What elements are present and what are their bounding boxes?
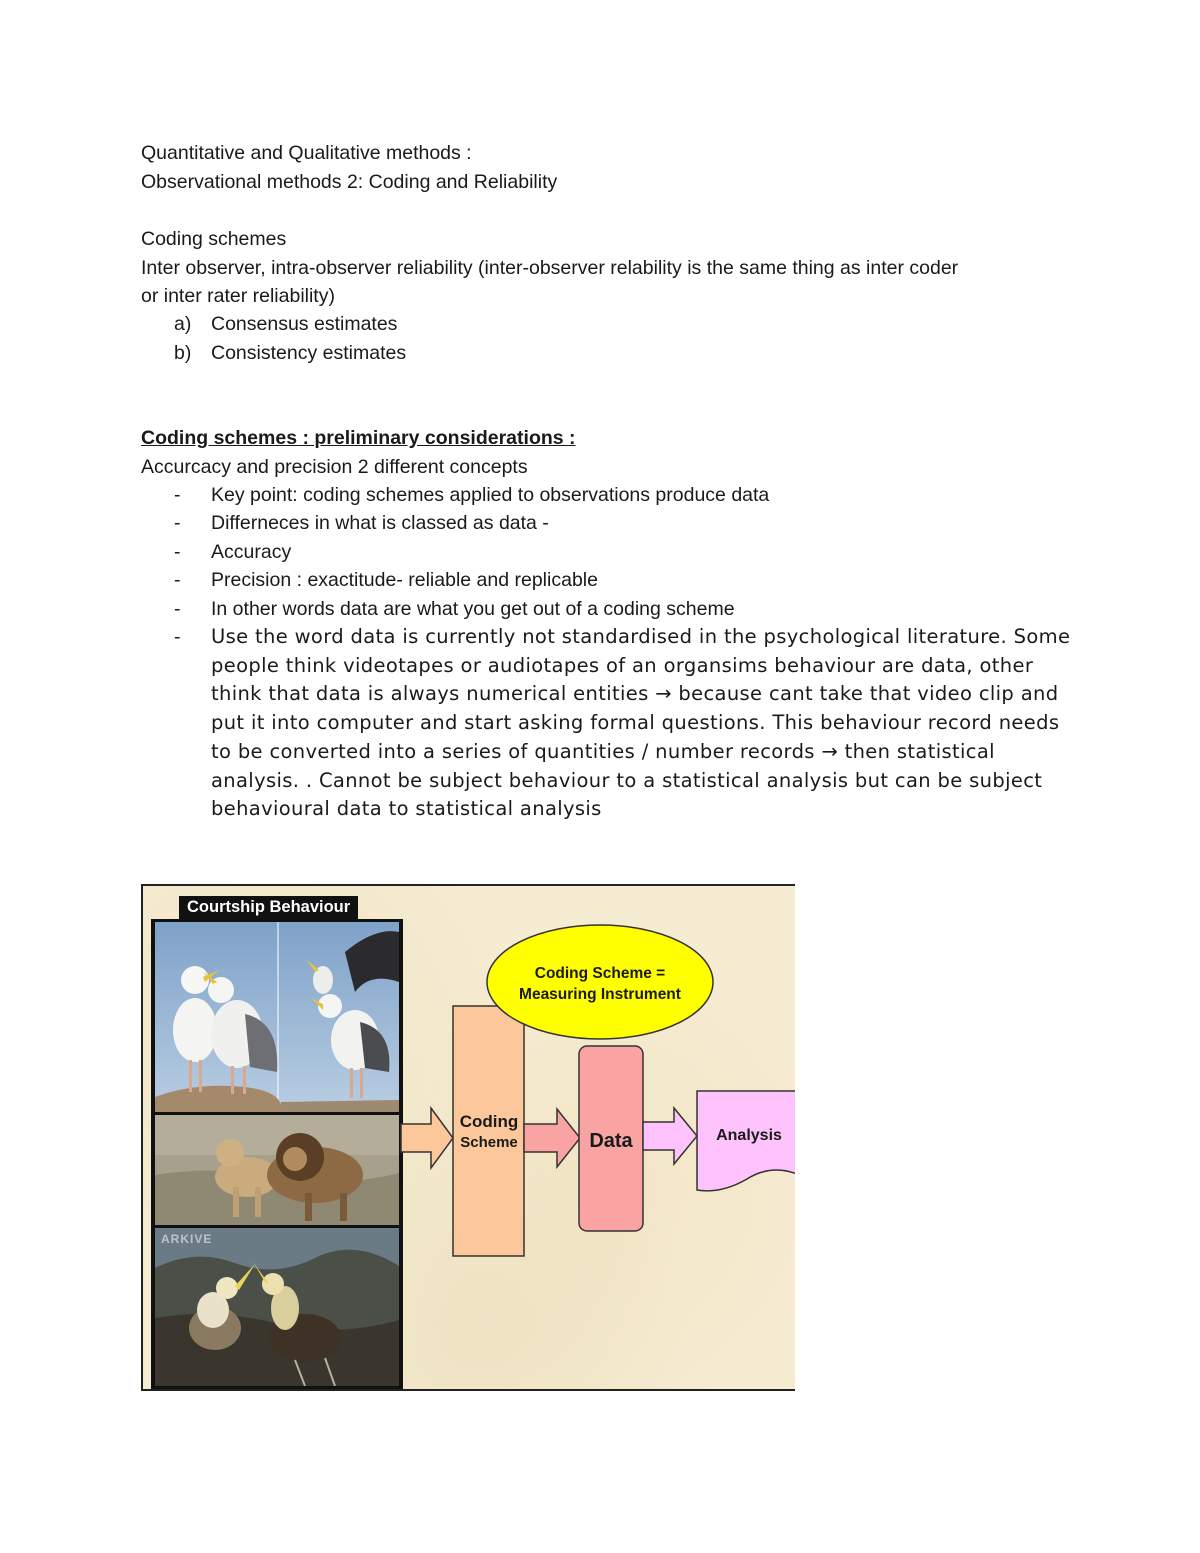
list-item (0, 339, 1200, 367)
list-item-text: Consensus estimates (211, 313, 398, 335)
bullet-marker: - (174, 626, 181, 648)
list-marker: a) (174, 313, 192, 335)
figure-title: Courtship Behaviour (179, 896, 358, 919)
document-title: Quantitative and Qualitative methods : (141, 142, 472, 164)
section-heading: Coding schemes : preliminary considerations : (141, 427, 576, 449)
list-item-text: Consistency estimates (211, 342, 407, 364)
bullet-marker: - (174, 484, 181, 506)
coding-box-label-line1: Coding (459, 1112, 519, 1131)
coding-scheme-box (453, 1006, 524, 1256)
ellipse-label-line2: Measuring Instrument (519, 986, 681, 1003)
bullet-marker: - (174, 512, 181, 534)
coding-box-label-line2: Scheme (460, 1134, 518, 1151)
document-subtitle: Observational methods 2: Coding and Reliability (141, 171, 558, 193)
coding-scheme-ellipse (487, 925, 713, 1039)
topic-coding-schemes: Coding schemes (141, 228, 287, 250)
bullet-long-text: Use the word data is currently not standardised in the psychological literature. Some people think videotapes or audiotapes of an organsims behaviour are data, other think that data is always numerical entities → because cant take that video clip and put it into computer and start asking formal questions. This behaviour record needs to be converted into a series of quantities / number records → then statistical analysis. . Cannot be subject behaviour to a statistical analysis but can be subject behavioural data to statistical analysis (211, 625, 1071, 821)
arkive-watermark: ARKIVE (161, 1232, 213, 1246)
bullet-marker: - (174, 569, 181, 591)
courtship-figure (141, 884, 795, 1391)
arrow-to-analysis (643, 1108, 697, 1164)
bullet-text: Key point: coding schemes applied to observations produce data (211, 484, 770, 506)
list-item (0, 509, 1200, 537)
list-marker: b) (174, 342, 192, 364)
list-item (0, 481, 1200, 509)
bullet-marker: - (174, 598, 181, 620)
arrow-to-data (524, 1109, 580, 1167)
data-box-label: Data (589, 1130, 633, 1152)
topic-reliability-line1: Inter observer, intra-observer reliability (inter-observer relability is the same thing as inter coder (141, 257, 959, 279)
bullet-text: Accuracy (211, 541, 292, 563)
list-item (0, 310, 1200, 338)
section-subtitle: Accurcacy and precision 2 different concepts (141, 456, 528, 478)
arrow-to-coding-scheme (401, 1108, 453, 1168)
ellipse-label-line1: Coding Scheme = (534, 965, 666, 982)
list-item (0, 595, 1200, 623)
analysis-box-label: Analysis (716, 1127, 782, 1144)
bullet-text: Precision : exactitude- reliable and replicable (211, 569, 598, 591)
bullet-text: In other words data are what you get out of a coding scheme (211, 598, 735, 620)
flow-diagram (141, 884, 795, 1391)
bullet-text: Differneces in what is classed as data - (211, 512, 549, 534)
bullet-marker: - (174, 541, 181, 563)
topic-reliability-line2: or inter rater reliability) (141, 285, 335, 307)
list-item (0, 538, 1200, 566)
list-item (0, 566, 1200, 594)
